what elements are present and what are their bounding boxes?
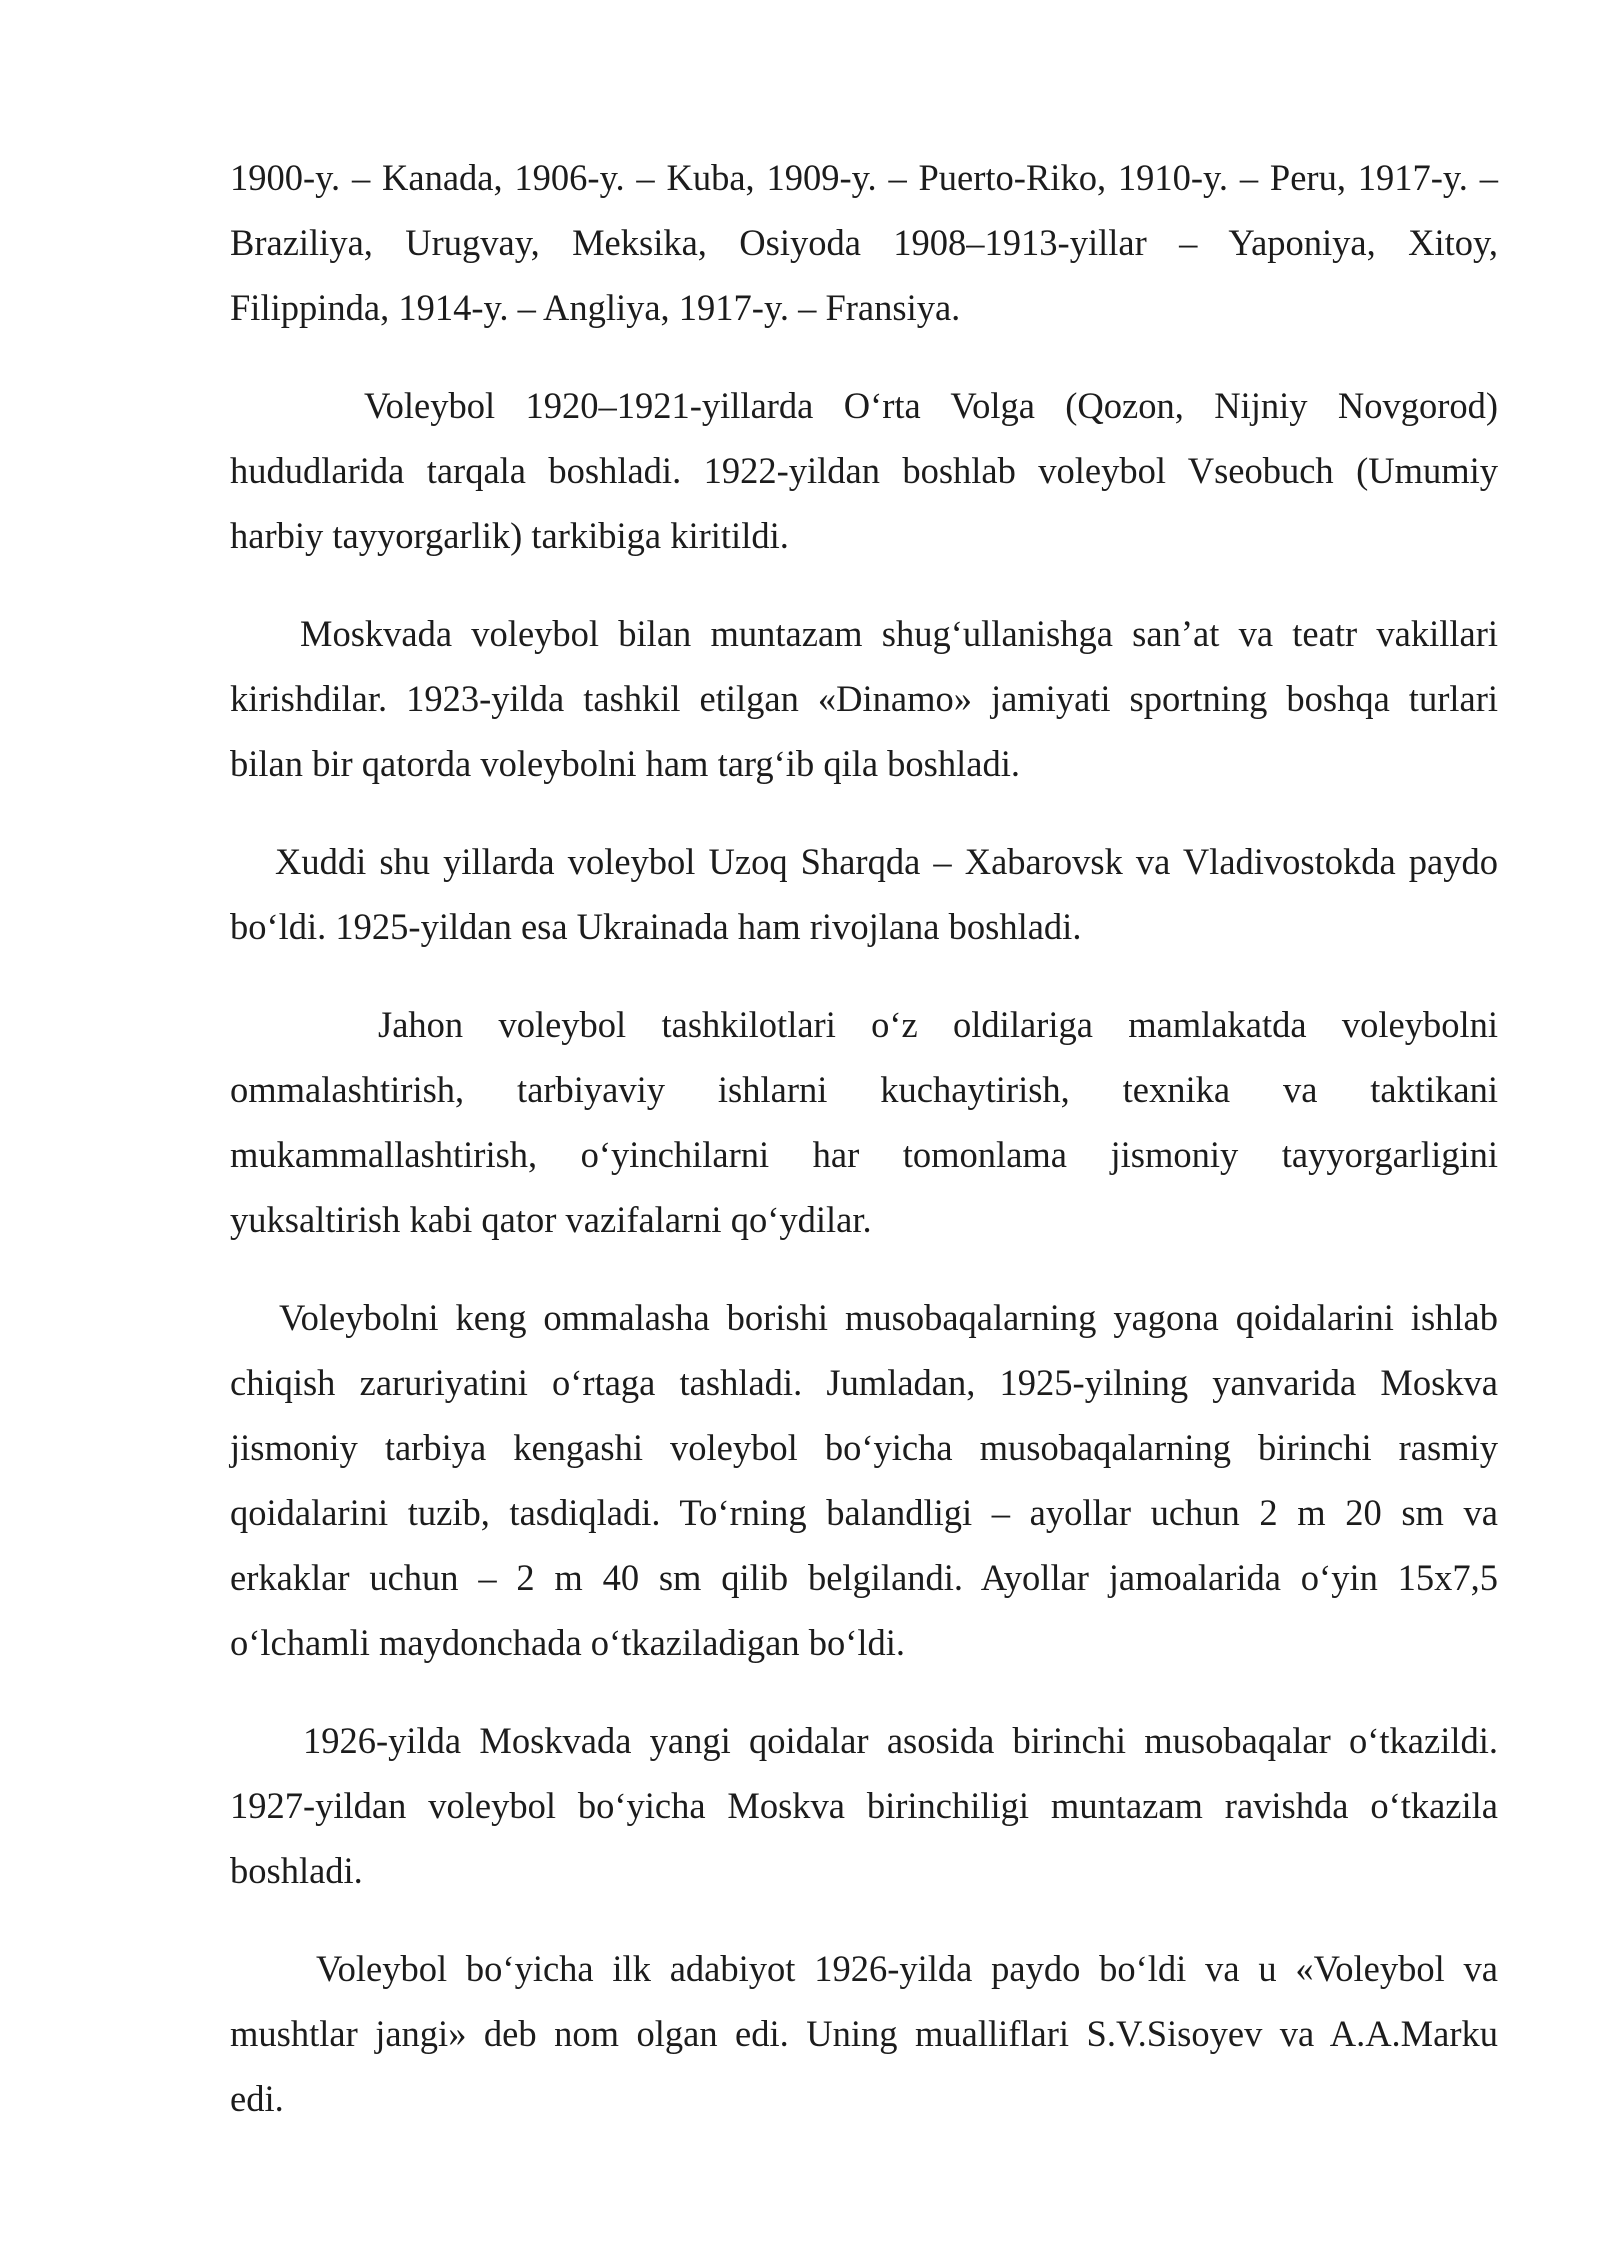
- text-line: kirishdilar. 1923-yilda tashkil etilgan «Dinamo» jamiyati sportning boshqa turlari: [230, 678, 1498, 719]
- text-line: qoidalarini tuzib, tasdiqladi. To‘rning balandligi – ayollar uchun 2 m 20 sm va: [230, 1492, 1498, 1533]
- paragraph-moscow: [230, 601, 1498, 796]
- paragraph-organizations: [230, 992, 1498, 1252]
- text-line: Voleybol bo‘yicha ilk adabiyot 1926-yilda paydo bo‘ldi va u «Voleybol va: [316, 1948, 1498, 1989]
- text-line: harbiy tayyorgarlik) tarkibiga kiritildi.: [230, 515, 789, 556]
- text-line: jismoniy tarbiya kengashi voleybol bo‘yicha musobaqalarning birinchi rasmiy: [230, 1427, 1498, 1468]
- text-line: Filippinda, 1914-y. – Angliya, 1917-y. – Fransiya.: [230, 287, 961, 328]
- text-line: Xuddi shu yillarda voleybol Uzoq Sharqda – Xabarovsk va Vladivostokda paydo: [275, 841, 1498, 882]
- text-line: o‘lchamli maydonchada o‘tkaziladigan bo‘ldi.: [230, 1622, 906, 1663]
- text-line: ommalashtirish, tarbiyaviy ishlarni kuchaytirish, texnika va taktikani: [230, 1069, 1498, 1110]
- text-line: boshladi.: [230, 1850, 363, 1891]
- text-line: Jahon voleybol tashkilotlari o‘z oldilariga mamlakatda voleybolni: [378, 1004, 1498, 1045]
- text-line: Voleybol 1920–1921-yillarda O‘rta Volga (Qozon, Nijniy Novgorod): [364, 385, 1498, 426]
- text-line: edi.: [230, 2078, 284, 2119]
- text-line: mushtlar jangi» deb nom olgan edi. Uning mualliflari S.V.Sisoyev va A.A.Marku: [230, 2013, 1498, 2054]
- text-line: 1926-yilda Moskvada yangi qoidalar asosida birinchi musobaqalar o‘tkazildi.: [303, 1720, 1498, 1761]
- text-line: erkaklar uchun – 2 m 40 sm qilib belgilandi. Ayollar jamoalarida o‘yin 15x7,5: [230, 1557, 1498, 1598]
- text-line: bilan bir qatorda voleybolni ham targ‘ib qila boshladi.: [230, 743, 1020, 784]
- text-line: bo‘ldi. 1925-yildan esa Ukrainada ham rivojlana boshladi.: [230, 906, 1082, 947]
- text-line: mukammallashtirish, o‘yinchilarni har tomonlama jismoniy tayyorgarligini: [230, 1134, 1498, 1175]
- paragraph-rules: [230, 1285, 1498, 1675]
- text-line: chiqish zaruriyatini o‘rtaga tashladi. Jumladan, 1925-yilning yanvarida Moskva: [230, 1362, 1498, 1403]
- text-line: Moskvada voleybol bilan muntazam shug‘ullanishga san’at va teatr vakillari: [300, 613, 1498, 654]
- text-line: hududlarida tarqala boshladi. 1922-yildan boshlab voleybol Vseobuch (Umumiy: [230, 450, 1498, 491]
- text-line: 1900-y. – Kanada, 1906-y. – Kuba, 1909-y. – Puerto-Riko, 1910-y. – Peru, 1917-y. –: [230, 157, 1498, 198]
- paragraph-volga: [230, 373, 1498, 568]
- paragraph-far-east: [230, 829, 1498, 959]
- paragraph-literature: [230, 1936, 1498, 2131]
- paragraph-competitions: [230, 1708, 1498, 1903]
- text-line: Braziliya, Urugvay, Meksika, Osiyoda 1908–1913-yillar – Yaponiya, Xitoy,: [230, 222, 1498, 263]
- paragraph-countries: [230, 145, 1498, 340]
- text-line: Voleybolni keng ommalasha borishi musobaqalarning yagona qoidalarini ishlab: [279, 1297, 1498, 1338]
- text-line: yuksaltirish kabi qator vazifalarni qo‘ydilar.: [230, 1199, 872, 1240]
- document-body: [230, 145, 1498, 2164]
- text-line: 1927-yildan voleybol bo‘yicha Moskva birinchiligi muntazam ravishda o‘tkazila: [230, 1785, 1498, 1826]
